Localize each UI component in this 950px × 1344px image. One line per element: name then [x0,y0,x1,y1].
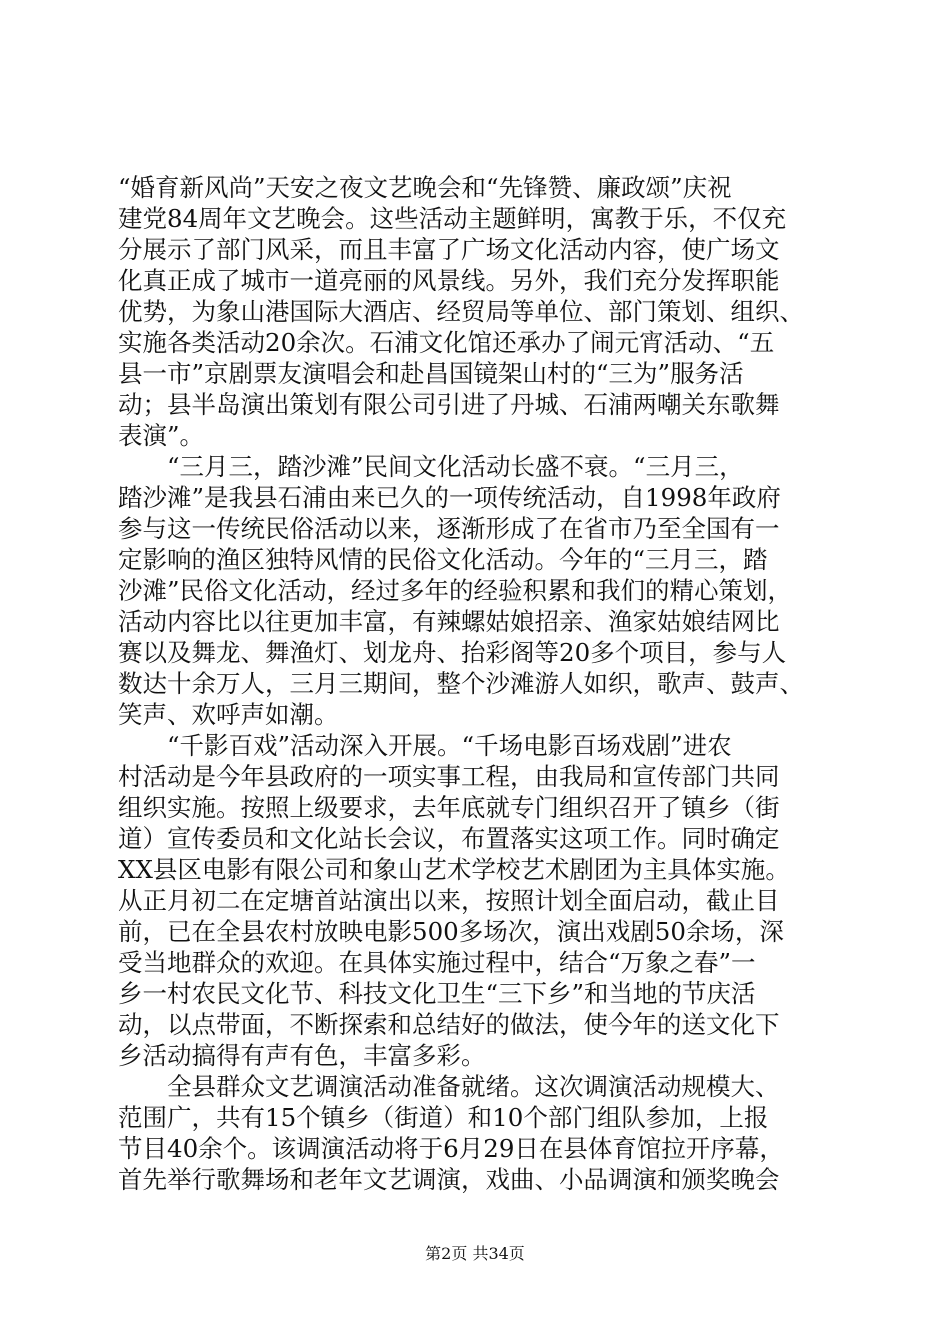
text-line: 踏沙滩”是我县石浦由来已久的一项传统活动，自1998年政府 [118,483,781,512]
text-line: 组织实施。按照上级要求，去年底就专门组织召开了镇乡（街 [118,793,780,822]
text-line: 前，已在全县农村放映电影500多场次，演出戏剧50余场，深 [118,917,784,946]
text-line: 首先举行歌舞场和老年文艺调演，戏曲、小品调演和颁奖晚会 [118,1165,780,1194]
text-line: 县一市”京剧票友演唱会和赴昌国镜架山村的“三为”服务活 [118,359,744,388]
text-line: 沙滩”民俗文化活动，经过多年的经验积累和我们的精心策划， [118,576,793,605]
text-line: 参与这一传统民俗活动以来，逐渐形成了在省市乃至全国有一 [118,514,780,543]
text-line: 建党84周年文艺晚会。这些活动主题鲜明，寓教于乐，不仅充 [118,204,787,233]
text-line: 数达十余万人，三月三期间，整个沙滩游人如织，歌声、鼓声、 [118,669,804,698]
text-line: 化真正成了城市一道亮丽的风景线。另外，我们充分发挥职能 [118,266,780,295]
text-line: 动；县半岛演出策划有限公司引进了丹城、石浦两嘲关东歌舞 [118,390,780,419]
text-line: “千影百戏”活动深入开展。“千场电影百场戏剧”进农 [118,731,732,760]
text-line: 优势，为象山港国际大酒店、经贸局等单位、部门策划、组织、 [118,297,804,326]
text-line: 分展示了部门风采，而且丰富了广场文化活动内容，使广场文 [118,235,780,264]
text-line: XX县区电影有限公司和象山艺术学校艺术剧团为主具体实施。 [118,855,790,884]
text-line: 从正月初二在定塘首站演出以来，按照计划全面启动，截止目 [118,886,780,915]
text-line: 受当地群众的欢迎。在具体实施过程中，结合“万象之春”一 [118,948,756,977]
text-line: “三月三，踏沙滩”民间文化活动长盛不衰。“三月三， [118,452,744,481]
text-line: 活动内容比以往更加丰富，有辣螺姑娘招亲、渔家姑娘结网比 [118,607,780,636]
text-line: 赛以及舞龙、舞渔灯、划龙舟、抬彩阁等20多个项目，参与人 [118,638,787,667]
text-line: 乡一村农民文化节、科技文化卫生“三下乡”和当地的节庆活 [118,979,756,1008]
text-line: “婚育新风尚”天安之夜文艺晚会和“先锋赞、廉政颂”庆祝 [118,173,732,202]
text-line: 定影响的渔区独特风情的民俗文化活动。今年的“三月三，踏 [118,545,768,574]
text-line: 乡活动搞得有声有色，丰富多彩。 [118,1041,486,1070]
text-line: 道）宣传委员和文化站长会议，布置落实这项工作。同时确定 [118,824,780,853]
text-line: 实施各类活动20余次。石浦文化馆还承办了闹元宵活动、“五 [118,328,775,357]
text-line: 动，以点带面，不断探索和总结好的做法，使今年的送文化下 [118,1010,780,1039]
text-line: 笑声、欢呼声如潮。 [118,700,339,729]
text-line: 表演”。 [118,421,205,450]
text-line: 全县群众文艺调演活动准备就绪。这次调演活动规模大、 [118,1072,780,1101]
text-line: 村活动是今年县政府的一项实事工程，由我局和宣传部门共同 [118,762,780,791]
text-line: 范围广，共有15个镇乡（街道）和10个部门组队参加，上报 [118,1103,769,1132]
text-line: 节目40余个。该调演活动将于6月29日在县体育馆拉开序幕， [118,1134,784,1163]
body-text [118,172,838,1195]
page-footer: 第2页 共34页 [425,1244,525,1263]
